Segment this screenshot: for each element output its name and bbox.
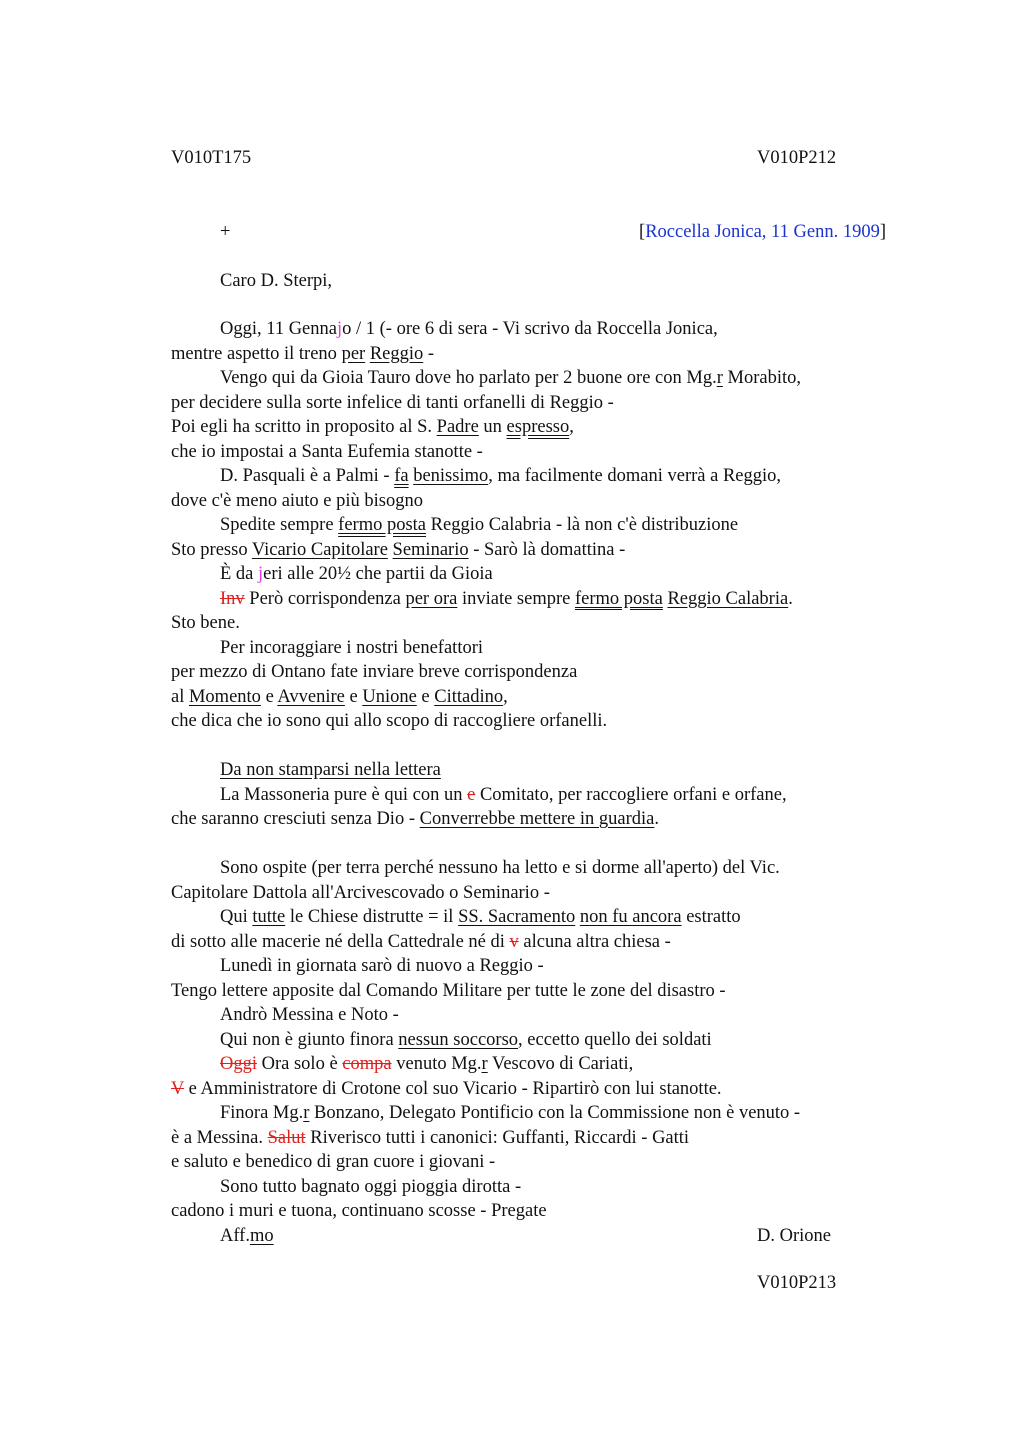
blank-line bbox=[171, 832, 931, 857]
double-underlined-text: fermo posta bbox=[574, 588, 663, 609]
text: o / 1 (- ore 6 di sera - Vi scrivo da Roccella Jonica, bbox=[342, 319, 718, 339]
underlined-text: Avvenire bbox=[277, 686, 345, 707]
text: Vescovo di Cariati, bbox=[487, 1054, 634, 1074]
line-1 bbox=[171, 317, 931, 342]
text: , bbox=[503, 686, 508, 707]
text: , eccetto quello dei soldati bbox=[518, 1029, 712, 1050]
line-14: Per incoraggiare i nostri benefattori bbox=[220, 637, 484, 658]
salutation: Caro D. Sterpi, bbox=[220, 271, 333, 291]
line-15: per mezzo di Ontano fate inviare breve corrispondenza bbox=[171, 662, 578, 682]
text: Reggio Calabria - là non c'è distribuzione bbox=[426, 515, 739, 535]
text: di sotto alle macerie né della Cattedrale né di bbox=[171, 931, 510, 952]
deleted-text: Salut bbox=[267, 1127, 306, 1148]
line-7 bbox=[171, 464, 931, 489]
line-31 bbox=[171, 1101, 931, 1126]
text: al bbox=[171, 686, 189, 707]
underlined-text: tutte bbox=[252, 907, 286, 927]
line-19 bbox=[171, 783, 931, 808]
text: che saranno cresciuti senza Dio - bbox=[171, 809, 420, 829]
line-32 bbox=[171, 1126, 931, 1151]
inserted-letter: j bbox=[336, 319, 343, 339]
closing-text: Aff. bbox=[220, 1225, 250, 1246]
blank-line bbox=[171, 734, 931, 759]
line-23 bbox=[171, 905, 931, 930]
underlined-text: Padre bbox=[436, 417, 479, 437]
line-30 bbox=[171, 1077, 931, 1102]
header-right-code: V010P212 bbox=[757, 148, 837, 168]
underlined-text: Momento bbox=[188, 686, 261, 707]
text: estratto bbox=[681, 907, 741, 927]
line-34: Sono tutto bagnato oggi pioggia dirotta - bbox=[220, 1176, 522, 1197]
underlined-text: r bbox=[303, 1103, 310, 1123]
line-22: Capitolare Dattola all'Arcivescovado o Seminario - bbox=[171, 882, 550, 903]
underlined-text: mo bbox=[249, 1225, 274, 1246]
underlined-text: non fu ancora bbox=[579, 907, 682, 927]
line-28 bbox=[171, 1028, 931, 1053]
line-13: Sto bene. bbox=[171, 613, 240, 633]
place-date-text: Roccella Jonica, 11 Genn. 1909 bbox=[645, 222, 880, 242]
text: le Chiese distrutte = il bbox=[285, 907, 459, 927]
text: - Sarò là domattina - bbox=[468, 539, 626, 560]
line-11 bbox=[171, 562, 931, 587]
underlined-text: nessun soccorso bbox=[398, 1029, 519, 1050]
text: , ma facilmente domani verrà a Reggio, bbox=[488, 466, 782, 486]
closing-line bbox=[171, 1224, 931, 1249]
bracket-open: [ bbox=[639, 222, 646, 242]
text: Morabito, bbox=[722, 368, 801, 388]
bracket-close: ] bbox=[879, 222, 886, 242]
signature: D. Orione bbox=[757, 1225, 831, 1246]
text: Qui non è giunto finora bbox=[220, 1029, 399, 1050]
line-4: per decidere sulla sorte infelice di tanti orfanelli di Reggio - bbox=[171, 392, 614, 413]
line-6: che io impostai a Santa Eufemia stanotte - bbox=[171, 441, 483, 462]
underlined-text: per bbox=[341, 343, 366, 364]
underlined-text: r bbox=[716, 368, 723, 388]
double-underlined-text: espresso bbox=[506, 417, 570, 437]
text: Riverisco tutti i canonici: Guffanti, Riccardi - Gatti bbox=[305, 1127, 690, 1148]
text: mentre aspetto il treno bbox=[171, 343, 342, 364]
text: Spedite sempre bbox=[220, 515, 339, 535]
text: Ora solo è bbox=[257, 1054, 343, 1074]
underlined-text: benissimo bbox=[413, 466, 489, 486]
text: Oggi, 11 Genna bbox=[220, 319, 337, 339]
underlined-text: r bbox=[481, 1054, 488, 1074]
line-17: che dica che io sono qui allo scopo di raccogliere orfanelli. bbox=[171, 711, 608, 731]
text: Vengo qui da Gioia Tauro dove ho parlato per 2 buone ore con Mg. bbox=[220, 368, 717, 388]
footer-code: V010P213 bbox=[757, 1273, 837, 1293]
text: Però corrispondenza bbox=[244, 588, 406, 609]
deleted-text: compa bbox=[342, 1054, 392, 1074]
deleted-text: Inv bbox=[220, 588, 245, 609]
text: alcuna altra chiesa - bbox=[518, 931, 671, 952]
underlined-text: Seminario bbox=[392, 539, 469, 560]
double-underlined-text: fa bbox=[394, 466, 409, 486]
line-3 bbox=[171, 366, 931, 391]
underlined-text: SS. Sacramento bbox=[458, 907, 576, 927]
line-9 bbox=[171, 513, 931, 538]
text: . bbox=[788, 588, 793, 609]
line-12 bbox=[171, 587, 931, 612]
text: D. Pasquali è a Palmi - bbox=[220, 466, 395, 486]
deleted-text: v bbox=[509, 931, 519, 952]
inserted-letter: j bbox=[258, 564, 264, 584]
text: è a Messina. bbox=[171, 1127, 268, 1148]
text: . bbox=[654, 809, 659, 829]
text: È da bbox=[220, 564, 259, 584]
text: Qui bbox=[220, 907, 253, 927]
text: - bbox=[423, 343, 435, 364]
line-21: Sono ospite (per terra perché nessuno ha letto e si dorme all'aperto) del Vic. bbox=[220, 858, 780, 878]
line-8: dove c'è meno aiuto e più bisogno bbox=[171, 490, 423, 511]
place-date bbox=[639, 220, 886, 244]
line-35: cadono i muri e tuona, continuano scosse - Pregate bbox=[171, 1201, 547, 1221]
underlined-text: Reggio Calabria bbox=[667, 588, 789, 609]
underlined-text: Reggio bbox=[369, 343, 424, 364]
text: inviate sempre bbox=[457, 588, 575, 609]
underlined-text: Cittadino bbox=[434, 686, 504, 707]
text: Sto presso bbox=[171, 539, 252, 560]
line-26: Tengo lettere apposite dal Comando Militare per tutte le zone del disastro - bbox=[171, 980, 726, 1001]
text: Finora Mg. bbox=[220, 1103, 304, 1123]
text: , bbox=[569, 417, 574, 437]
line-5 bbox=[171, 415, 931, 440]
underlined-text: Da non stamparsi nella lettera bbox=[220, 760, 441, 780]
text: e Amministratore di Crotone col suo Vicario - Ripartirò con lui stanotte. bbox=[184, 1078, 722, 1099]
header-left-code: V010T175 bbox=[171, 148, 252, 168]
text: e bbox=[416, 686, 435, 707]
line-2 bbox=[171, 342, 931, 367]
deleted-text: e bbox=[467, 784, 476, 805]
line-24 bbox=[171, 930, 931, 955]
cross-mark: + bbox=[220, 222, 231, 242]
letter-body bbox=[171, 317, 931, 1248]
text: eri alle 20½ che partii da Gioia bbox=[263, 564, 493, 584]
line-25: Lunedì in giornata sarò di nuovo a Reggio - bbox=[220, 956, 544, 976]
text: Bonzano, Delegato Pontificio con la Commissione non è venuto - bbox=[309, 1103, 801, 1123]
line-20 bbox=[171, 807, 931, 832]
text: venuto Mg. bbox=[391, 1054, 482, 1074]
deleted-text: V bbox=[171, 1078, 185, 1099]
text: La Massoneria pure è qui con un bbox=[220, 784, 468, 805]
underlined-text: Unione bbox=[362, 686, 417, 707]
text: Poi egli ha scritto in proposito al S. bbox=[171, 417, 437, 437]
underlined-text: Converrebbe mettere in guardia bbox=[419, 809, 655, 829]
text: e bbox=[260, 686, 278, 707]
line-27: Andrò Messina e Noto - bbox=[220, 1005, 399, 1025]
deleted-text: Oggi bbox=[220, 1054, 257, 1074]
text: Comitato, per raccogliere orfani e orfane, bbox=[475, 784, 787, 805]
underlined-text: Vicario Capitolare bbox=[251, 539, 388, 560]
line-33: e saluto e benedico di gran cuore i giovani - bbox=[171, 1152, 496, 1172]
text: un bbox=[478, 417, 507, 437]
line-16 bbox=[171, 685, 931, 710]
double-underlined-text: fermo posta bbox=[338, 515, 427, 535]
line-29 bbox=[171, 1052, 931, 1077]
line-18 bbox=[171, 758, 931, 783]
underlined-text: per ora bbox=[405, 588, 458, 609]
line-10 bbox=[171, 538, 931, 563]
text: e bbox=[344, 686, 363, 707]
